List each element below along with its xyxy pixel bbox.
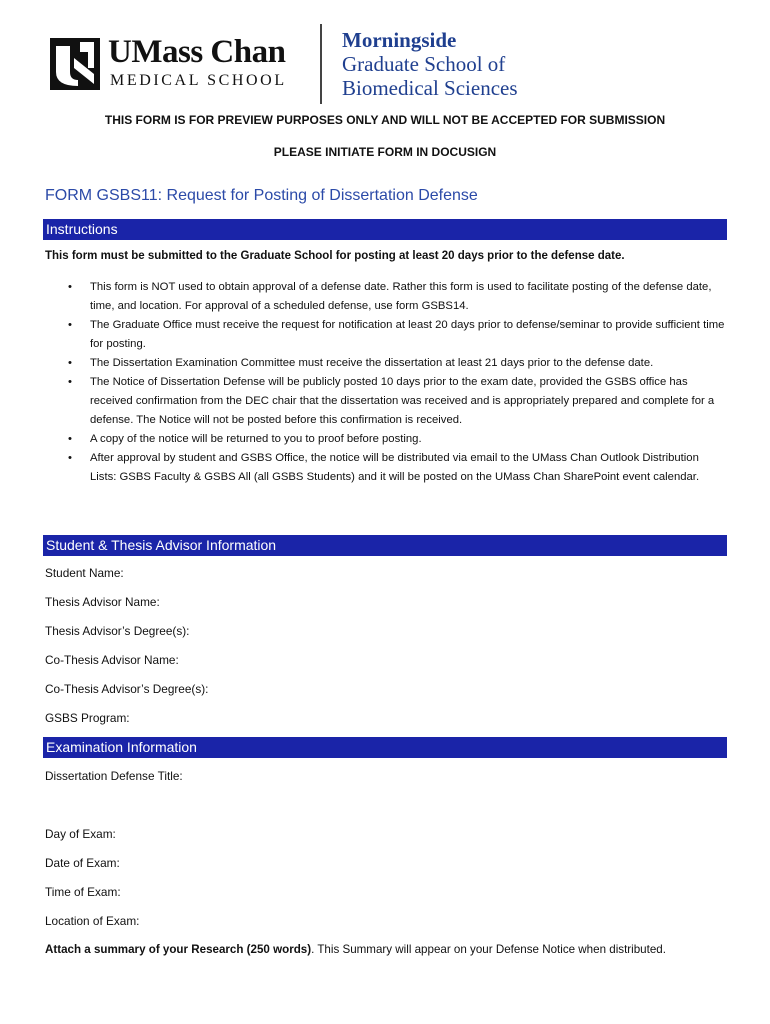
school-name-line3: Biomedical Sciences <box>342 76 518 100</box>
student-name-field[interactable]: Student Name: <box>45 566 124 580</box>
institution-subtitle: MEDICAL SCHOOL <box>110 72 287 89</box>
exam-time-field[interactable]: Time of Exam: <box>45 885 121 899</box>
gsbs-program-field[interactable]: GSBS Program: <box>45 711 130 725</box>
list-item <box>45 373 725 430</box>
research-summary-label: Attach a summary of your Research (250 words) <box>45 943 312 956</box>
bullet-icon: • <box>68 357 72 369</box>
bullet-icon: • <box>68 376 72 388</box>
list-item-text: A copy of the notice will be returned to you to proof before posting. <box>90 433 422 445</box>
exam-location-field[interactable]: Location of Exam: <box>45 914 140 928</box>
bullet-icon: • <box>68 433 72 445</box>
list-item-text: The Graduate Office must receive the request for notification at least 20 days prior to defense/seminar to provide sufficient time for posting. <box>90 319 725 350</box>
research-summary-note: . This Summary will appear on your Defense Notice when distributed. <box>311 943 666 956</box>
list-item-text: This form is NOT used to obtain approval of a defense date. Rather this form is used to facilitate posting of the defense date, time, and location. For approval of a scheduled defense, use form GSBS14. <box>90 281 712 312</box>
bullet-icon: • <box>68 281 72 293</box>
section-heading-examination: Examination Information <box>43 737 727 758</box>
co-thesis-advisor-degree-field[interactable]: Co-Thesis Advisor’s Degree(s): <box>45 682 209 696</box>
research-summary-instruction <box>45 943 666 957</box>
school-name-line1: Morningside <box>342 28 457 52</box>
logo-divider <box>320 24 322 104</box>
list-item <box>45 278 725 316</box>
exam-date-field[interactable]: Date of Exam: <box>45 856 120 870</box>
section-heading-student-advisor: Student & Thesis Advisor Information <box>43 535 727 556</box>
dissertation-title-field[interactable]: Dissertation Defense Title: <box>45 769 183 783</box>
preview-notice: THIS FORM IS FOR PREVIEW PURPOSES ONLY AND WILL NOT BE ACCEPTED FOR SUBMISSION <box>104 113 666 127</box>
instructions-intro: This form must be submitted to the Graduate School for posting at least 20 days prior to the defense date. <box>45 250 625 262</box>
thesis-advisor-name-field[interactable]: Thesis Advisor Name: <box>45 595 160 609</box>
list-item <box>45 430 725 449</box>
thesis-advisor-degree-field[interactable]: Thesis Advisor’s Degree(s): <box>45 624 190 638</box>
form-title: FORM GSBS11: Request for Posting of Dissertation Defense <box>45 187 478 204</box>
instructions-list <box>45 278 725 487</box>
list-item <box>45 316 725 354</box>
list-item-text: The Dissertation Examination Committee must receive the dissertation at least 21 days prior to the defense date. <box>90 357 654 369</box>
list-item <box>45 354 725 373</box>
umass-logo-mark-icon <box>50 38 100 90</box>
school-name-line2: Graduate School of <box>342 52 506 76</box>
list-item-text: The Notice of Dissertation Defense will be publicly posted 10 days prior to the exam date, provided the GSBS office has received confirmation from the DEC chair that the dissertation was received and is appropriately prepared and complete for a defense. The Notice will not be posted before this confirmation is received. <box>90 376 715 426</box>
docusign-notice: PLEASE INITIATE FORM IN DOCUSIGN <box>273 145 497 159</box>
header-logo <box>46 22 526 106</box>
co-thesis-advisor-name-field[interactable]: Co-Thesis Advisor Name: <box>45 653 179 667</box>
list-item <box>45 449 725 487</box>
institution-name: UMass Chan <box>108 34 286 70</box>
list-item-text: After approval by student and GSBS Office, the notice will be distributed via email to the UMass Chan Outlook Distribution Lists: GSBS Faculty & GSBS All (all GSBS Students) and it will be posted on the UMass Chan SharePoint event calendar. <box>90 452 700 483</box>
bullet-icon: • <box>68 319 72 331</box>
bullet-icon: • <box>68 452 72 464</box>
section-heading-instructions: Instructions <box>43 219 727 240</box>
exam-day-field[interactable]: Day of Exam: <box>45 827 116 841</box>
